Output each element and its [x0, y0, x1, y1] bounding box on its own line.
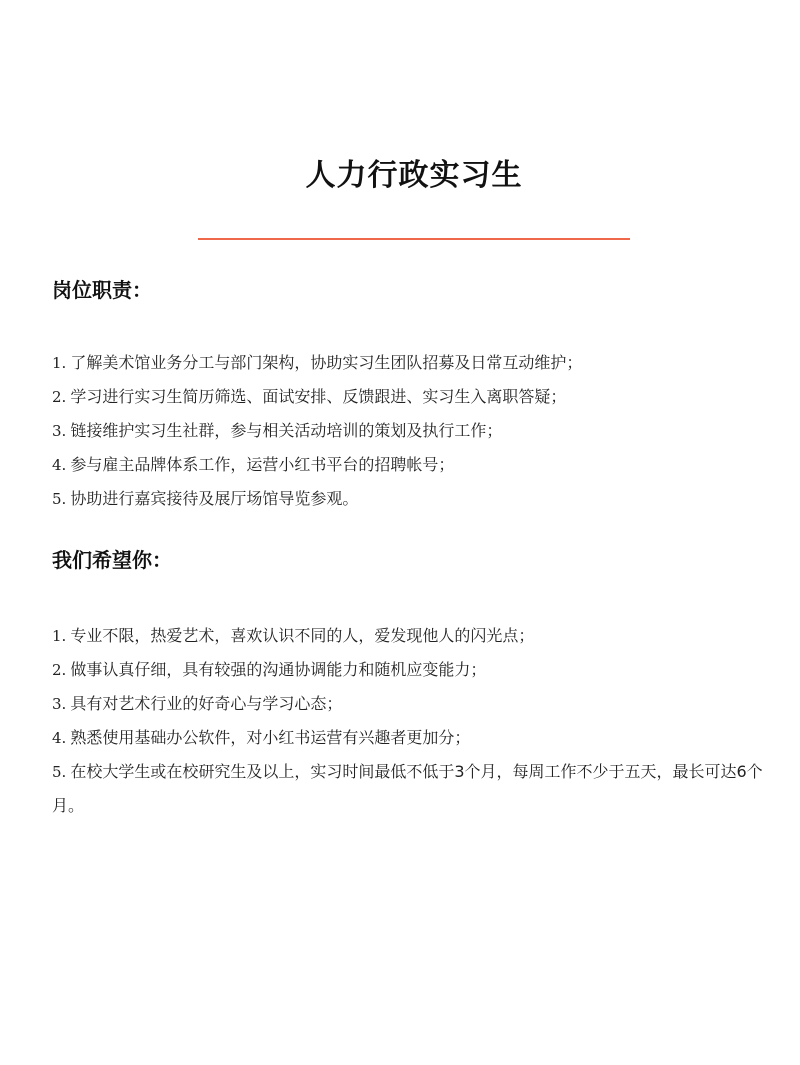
- list-item-text: 熟悉使用基础办公软件，对小红书运营有兴趣者更加分；: [70, 728, 471, 747]
- title-divider: [198, 238, 630, 240]
- list-item: [52, 414, 782, 448]
- list-item: [52, 482, 782, 516]
- list-item-number: 4.: [52, 729, 67, 747]
- list-item-text: 学习进行实习生简历筛选、面试安排、反馈跟进、实习生入离职答疑；: [70, 387, 567, 406]
- list-item-number: 5.: [52, 490, 67, 508]
- list-item-text: 具有对艺术行业的好奇心与学习心态；: [70, 694, 343, 713]
- list-item: [52, 755, 782, 822]
- list-item-number: 1.: [52, 354, 67, 372]
- list-item: [52, 619, 782, 653]
- list-item: [52, 346, 782, 380]
- list-item-text: 了解美术馆业务分工与部门架构，协助实习生团队招募及日常互动维护；: [70, 353, 583, 372]
- responsibilities-list: [52, 346, 782, 516]
- section-heading-responsibilities: 岗位职责：: [52, 278, 152, 302]
- list-item-number: 2.: [52, 388, 67, 406]
- list-item: [52, 653, 782, 687]
- list-item-text: 专业不限，热爱艺术，喜欢认识不同的人，爱发现他人的闪光点；: [70, 626, 535, 645]
- list-item-number: 4.: [52, 456, 67, 474]
- list-item-number: 1.: [52, 627, 67, 645]
- list-item-number: 3.: [52, 422, 67, 440]
- list-item: [52, 448, 782, 482]
- list-item-number: 5.: [52, 763, 67, 781]
- list-item-number: 3.: [52, 695, 67, 713]
- list-item-number: 2.: [52, 661, 67, 679]
- section-heading-requirements: 我们希望你：: [52, 548, 172, 572]
- list-item-text: 参与雇主品牌体系工作，运营小红书平台的招聘帐号；: [70, 455, 455, 474]
- page-title: 人力行政实习生: [305, 158, 523, 193]
- list-item-text: 做事认真仔细，具有较强的沟通协调能力和随机应变能力；: [70, 660, 487, 679]
- list-item-text: 链接维护实习生社群，参与相关活动培训的策划及执行工作；: [70, 421, 503, 440]
- requirements-list: [52, 619, 782, 822]
- list-item: [52, 721, 782, 755]
- list-item: [52, 687, 782, 721]
- list-item: [52, 380, 782, 414]
- list-item-text: 协助进行嘉宾接待及展厅场馆导览参观。: [70, 489, 359, 508]
- list-item-text: 在校大学生或在校研究生及以上，实习时间最低不低于3个月，每周工作不少于五天，最长可达6个月。: [52, 762, 763, 815]
